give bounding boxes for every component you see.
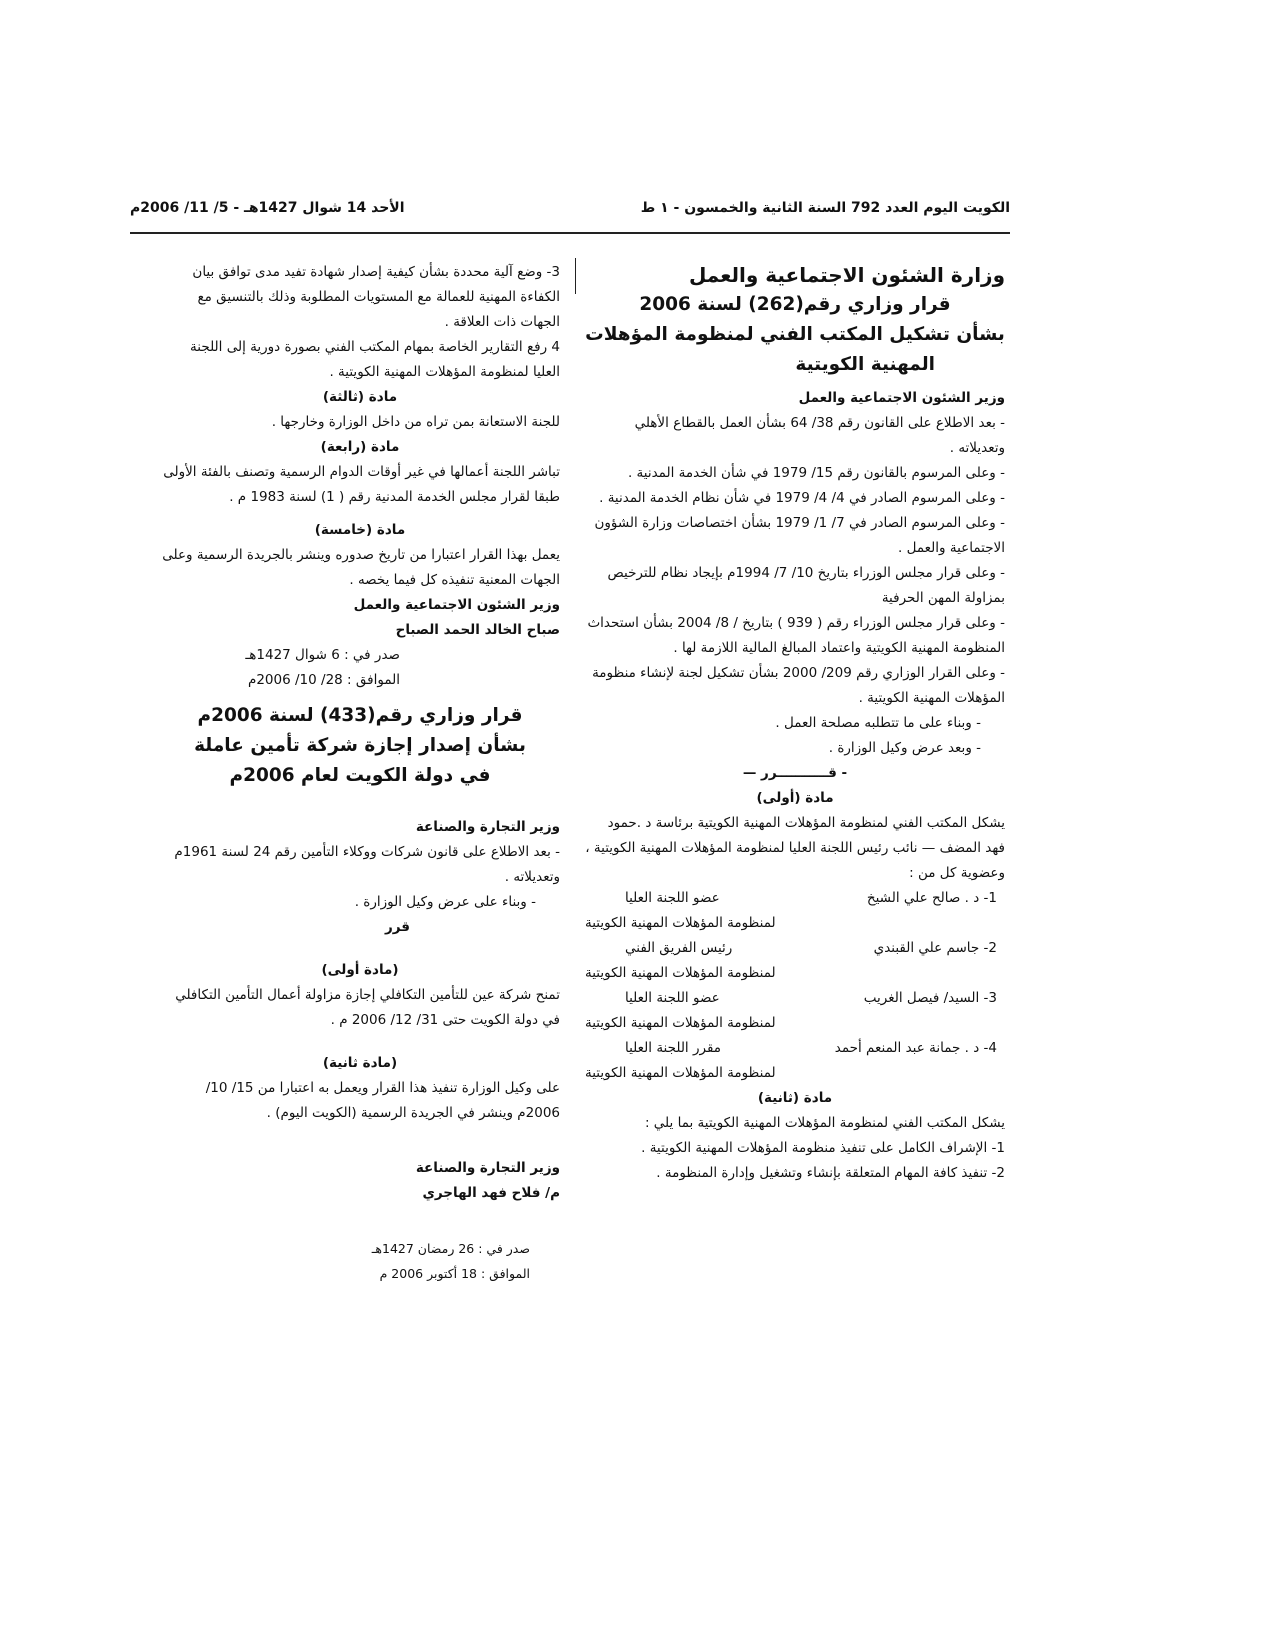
right-column: [585, 260, 1005, 1186]
article-5-heading: مادة (خامسة): [314, 522, 406, 538]
column-divider: [575, 258, 576, 294]
recital: - وبعد عرض وكيل الوزارة .: [828, 740, 981, 756]
ministry-heading: وزارة الشئون الاجتماعية والعمل: [688, 263, 1005, 287]
issue-date-2: صدر في : 26 رمضان 1427هـ: [371, 1241, 530, 1256]
member-row: [585, 886, 1005, 911]
decision-title-line-1: قرار وزاري رقم(262) لسنة 2006: [639, 294, 951, 315]
recital: - وبناء على عرض وكيل الوزارة .: [354, 894, 536, 910]
article-1-heading: مادة (أولى): [756, 790, 834, 806]
member-role: رئيس الفريق الفني: [625, 940, 733, 956]
decision2-article-2-text: على وكيل الوزارة تنفيذ هذا القرار ويعمل به اعتبارا من 15/ 10/ 2006م وينشر في الجريدة الرسمية (الكويت اليوم) .: [205, 1080, 560, 1121]
member-row: [585, 1036, 1005, 1061]
member-role-detail: لمنظومة المؤهلات المهنية الكويتية: [585, 1065, 776, 1081]
article-1-text: يشكل المكتب الفني لمنظومة المؤهلات المهنية الكويتية برئاسة د .حمود فهد المضف — نائب رئيس اللجنة العليا لمنظومة المؤهلات المهنية الكويتية ، وعضوية كل من :: [585, 815, 1005, 881]
recital: - وعلى المرسوم الصادر في 7/ 1/ 1979 بشأن اختصاصات وزارة الشؤون الاجتماعية والعمل .: [594, 515, 1005, 556]
recital: - بعد الاطلاع على قانون شركات ووكلاء التأمين رقم 24 لسنة 1961م وتعديلاته .: [174, 844, 560, 885]
member-name: 1- د . صالح علي الشيخ: [866, 890, 997, 906]
left-column: [160, 260, 560, 1286]
gazette-issue-header: الكويت اليوم العدد 792 السنة الثانية والخمسون - ١ ط: [640, 200, 1010, 216]
recital: - وعلى قرار مجلس الوزراء رقم ( 939 ) بتاريخ / 8/ 2004 بشأن استحداث المنظومة المهنية الكويتية واعتماد المبالغ المالية اللازمة لها .: [587, 615, 1005, 656]
header-rule: [130, 232, 1010, 234]
article-2-item: 2- تنفيذ كافة المهام المتعلقة بإنشاء وتشغيل وإدارة المنظومة .: [656, 1165, 1005, 1181]
member-role-detail: لمنظومة المؤهلات المهنية الكويتية: [585, 1015, 776, 1031]
corresponding-date: الموافق : 28/ 10/ 2006م: [247, 672, 400, 688]
recital: - وبناء على ما تتطلبه مصلحة العمل .: [775, 715, 981, 731]
member-name: 4- د . جمانة عبد المنعم أحمد: [834, 1040, 997, 1056]
member-role-detail: لمنظومة المؤهلات المهنية الكويتية: [585, 965, 776, 981]
member-name: 2- جاسم علي القبندي: [873, 940, 997, 956]
decision-title-line-3: المهنية الكويتية: [795, 354, 935, 375]
recital: - وعلى القرار الوزاري رقم 209/ 2000 بشأن تشكيل لجنة لإنشاء منظومة المؤهلات المهنية الكويتية .: [592, 665, 1005, 706]
decided2-heading: قرر: [384, 919, 410, 935]
list-item: 3- وضع آلية محددة بشأن كيفية إصدار شهادة تفيد مدى توافق بيان الكفاءة المهنية للعمالة مع المستويات المطلوبة وذلك بالتنسيق مع الجهات ذات العلاقة .: [192, 264, 560, 330]
article-3-heading: مادة (ثالثة): [322, 389, 398, 405]
member-row: [585, 986, 1005, 1011]
member-role: عضو اللجنة العليا: [625, 990, 720, 1006]
article-4-heading: مادة (رابعة): [320, 439, 400, 455]
member-role-detail: لمنظومة المؤهلات المهنية الكويتية: [585, 915, 776, 931]
article-2-intro: يشكل المكتب الفني لمنظومة المؤهلات المهنية الكويتية بما يلي :: [644, 1115, 1005, 1131]
article-4-text: تباشر اللجنة أعمالها في غير أوقات الدوام الرسمية وتصنف بالفئة الأولى طبقا لقرار مجلس الخدمة المدنية رقم ( 1) لسنة 1983 م .: [163, 464, 560, 505]
decision2-title-line-3: في دولة الكويت لعام 2006م: [229, 765, 491, 786]
corresponding-date-2: الموافق : 18 أكتوبر 2006 م: [379, 1266, 530, 1281]
decision-title-line-2: بشأن تشكيل المكتب الفني لمنظومة المؤهلات: [585, 324, 1005, 345]
decided-heading: - قـــــــــــرر —: [742, 765, 848, 781]
decision2-title-line-1: قرار وزاري رقم(433) لسنة 2006م: [197, 705, 523, 726]
article-5-text: يعمل بهذا القرار اعتبارا من تاريخ صدوره وينشر بالجريدة الرسمية وعلى الجهات المعنية تنفيذه كل فيما يخصه .: [162, 547, 560, 588]
member-role: عضو اللجنة العليا: [625, 890, 720, 906]
member-role: مقرر اللجنة العليا: [625, 1040, 722, 1056]
gazette-date-header: الأحد 14 شوال 1427هـ - 5/ 11/ 2006م: [130, 200, 405, 216]
signer-name: صباح الخالد الحمد الصباح: [395, 622, 560, 638]
decision2-article-1-heading: (مادة أولى): [321, 962, 399, 978]
signer2-title: وزير التجارة والصناعة: [415, 1160, 560, 1176]
decision2-article-2-heading: (مادة ثانية): [322, 1055, 398, 1071]
issue-date: صدر في : 6 شوال 1427هـ: [245, 647, 400, 663]
recital: - وعلى قرار مجلس الوزراء بتاريخ 10/ 7/ 1994م بإيجاد نظام للترخيص بمزاولة المهن الحرفية: [607, 565, 1005, 606]
signer2-name: م/ فلاح فهد الهاجري: [422, 1185, 560, 1201]
issuer: وزير الشئون الاجتماعية والعمل: [798, 390, 1005, 406]
article-2-heading: مادة (ثانية): [757, 1090, 833, 1106]
decision2-article-1-text: تمنح شركة عين للتأمين التكافلي إجازة مزاولة أعمال التأمين التكافلي في دولة الكويت حتى 31/ 12/ 2006 م .: [175, 987, 560, 1028]
recital: - وعلى المرسوم الصادر في 4/ 4/ 1979 في شأن نظام الخدمة المدنية .: [599, 490, 1005, 506]
decision2-title-line-2: بشأن إصدار إجازة شركة تأمين عاملة: [194, 735, 526, 756]
member-name: 3- السيد/ فيصل الغريب: [863, 990, 997, 1006]
article-2-item: 1- الإشراف الكامل على تنفيذ منظومة المؤهلات المهنية الكويتية .: [641, 1140, 1005, 1156]
article-3-text: للجنة الاستعانة بمن تراه من داخل الوزارة وخارجها .: [271, 414, 560, 430]
member-row: [585, 936, 1005, 961]
recital: - وعلى المرسوم بالقانون رقم 15/ 1979 في شأن الخدمة المدنية .: [627, 465, 1005, 481]
issuer2: وزير التجارة والصناعة: [415, 819, 560, 835]
list-item: 4 رفع التقارير الخاصة بمهام المكتب الفني بصورة دورية إلى اللجنة العليا لمنظومة المؤهلات المهنية الكويتية .: [190, 339, 560, 380]
recital: - بعد الاطلاع على القانون رقم 38/ 64 بشأن العمل بالقطاع الأهلي وتعديلاته .: [634, 415, 1005, 456]
signer-title: وزير الشئون الاجتماعية والعمل: [353, 597, 560, 613]
